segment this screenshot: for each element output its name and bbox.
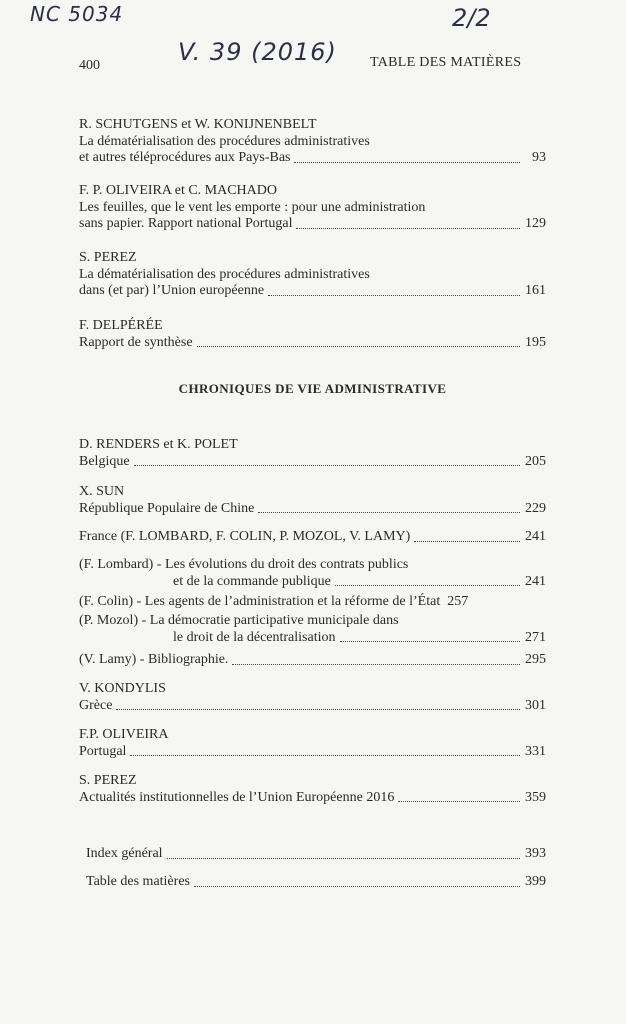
entry-title-last: Table des matières <box>86 874 190 889</box>
toc-entry-france <box>79 529 546 546</box>
entry-page: 271 <box>525 629 546 645</box>
dot-leader <box>116 709 520 710</box>
entry-page: 331 <box>525 743 546 759</box>
entry-title-line: La dématérialisation des procédures administratives <box>79 133 370 149</box>
toc-entry-fp-oliveira <box>79 727 546 760</box>
entry-page: 399 <box>525 874 546 889</box>
entry-page: 393 <box>525 846 546 861</box>
entry-page: 241 <box>525 573 546 589</box>
dot-leader <box>335 585 520 586</box>
entry-author: F. DELPÉRÉE <box>79 318 163 333</box>
entry-page: 129 <box>525 216 546 231</box>
entry-leader-line <box>79 744 546 761</box>
entry-page: 161 <box>525 283 546 298</box>
entry-title-last: Index général <box>86 846 163 861</box>
toc-entry-colin <box>79 594 546 611</box>
entry-leader-line <box>79 630 546 647</box>
toc-entry-table <box>86 874 546 891</box>
entry-leader-line <box>79 216 546 233</box>
entry-title-last: dans (et par) l’Union européenne <box>79 283 265 298</box>
dot-leader <box>268 295 520 296</box>
entry-title-last: Actualités institutionnelles de l’Union Européenne 2016 <box>79 789 395 805</box>
entry-page: 195 <box>525 334 546 350</box>
entry-leader-line <box>79 790 546 807</box>
toc-entry-mozol <box>79 613 546 646</box>
entry-author: F.P. OLIVEIRA <box>79 727 169 742</box>
entry-title-last: Belgique <box>79 453 130 469</box>
toc-entry-lombard <box>79 557 546 590</box>
dot-leader <box>398 801 520 802</box>
entry-title-last: et autres téléprocédures aux Pays-Bas <box>79 150 291 165</box>
page-number: 400 <box>79 58 100 73</box>
toc-entry-perez <box>79 250 546 300</box>
toc-entry-renders <box>79 437 546 470</box>
entry-leader-line <box>79 529 546 546</box>
dot-leader <box>197 346 520 347</box>
toc-entry-kondylis <box>79 681 546 714</box>
entry-page: 359 <box>525 789 546 805</box>
entry-page: 93 <box>532 150 546 165</box>
entry-author: D. RENDERS et K. POLET <box>79 437 238 452</box>
entry-leader-line <box>79 574 546 591</box>
entry-page: 205 <box>525 453 546 469</box>
dot-leader <box>340 641 521 642</box>
entry-title-last: Portugal <box>79 743 127 759</box>
entry-title-last: (V. Lamy) - Bibliographie. <box>79 652 229 667</box>
entry-author: X. SUN <box>79 484 125 499</box>
entry-leader-line <box>79 454 546 471</box>
entry-title-last: France (F. LOMBARD, F. COLIN, P. MOZOL, V. LAMY) <box>79 529 411 544</box>
entry-leader-line <box>79 283 546 300</box>
toc-entry-index <box>86 846 546 863</box>
dot-leader <box>194 886 520 887</box>
entry-page: 295 <box>525 652 546 667</box>
entry-leader-line <box>79 501 546 518</box>
entry-title-line: La dématérialisation des procédures administratives <box>79 266 370 282</box>
toc-entry-sun <box>79 484 546 517</box>
toc-entry-s-perez <box>79 773 546 806</box>
entry-author: S. PEREZ <box>79 773 137 788</box>
dot-leader <box>134 465 520 466</box>
entry-leader-line <box>79 335 546 352</box>
entry-page: 301 <box>525 697 546 713</box>
dot-leader <box>296 228 520 229</box>
entry-page: 257 <box>447 594 469 609</box>
entry-title-last: le droit de la décentralisation <box>173 629 336 645</box>
entry-leader-line <box>79 594 546 611</box>
entry-page: 229 <box>525 500 546 516</box>
handwritten-reference: NC 5034 <box>30 2 124 26</box>
entry-title-last: République Populaire de Chine <box>79 500 255 516</box>
entry-author: R. SCHUTGENS et W. KONIJNENBELT <box>79 117 317 132</box>
entry-title-last: (F. Colin) - Les agents de l’administration et la réforme de l’État <box>79 594 441 609</box>
entry-title-line: (F. Lombard) - Les évolutions du droit des contrats publics <box>79 557 409 572</box>
entry-author: V. KONDYLIS <box>79 681 166 696</box>
entry-title-last: sans papier. Rapport national Portugal <box>79 216 293 231</box>
toc-entry-delperee <box>79 318 546 351</box>
handwritten-volume: V. 39 (2016) <box>178 38 337 66</box>
dot-leader <box>232 664 520 665</box>
dot-leader <box>130 755 520 756</box>
entry-title-last: et de la commande publique <box>173 573 331 589</box>
running-header-title: TABLE DES MATIÈRES <box>370 55 522 70</box>
entry-leader-line <box>79 652 546 669</box>
entry-leader-line <box>79 698 546 715</box>
entry-leader-line <box>86 874 546 891</box>
section-heading: CHRONIQUES DE VIE ADMINISTRATIVE <box>178 381 447 396</box>
entry-page: 241 <box>525 529 546 544</box>
toc-entry-lamy <box>79 652 546 669</box>
entry-author: S. PEREZ <box>79 250 137 265</box>
entry-title-line: Les feuilles, que le vent les emporte : pour une administration <box>79 199 426 215</box>
dot-leader <box>294 162 520 163</box>
entry-title-last: Rapport de synthèse <box>79 334 193 350</box>
dot-leader <box>167 858 520 859</box>
entry-leader-line <box>86 846 546 863</box>
toc-entry-schutgens <box>79 117 546 167</box>
entry-author: F. P. OLIVEIRA et C. MACHADO <box>79 183 278 198</box>
entry-leader-line <box>79 150 546 167</box>
entry-title-last: Grèce <box>79 697 113 713</box>
dot-leader <box>258 512 520 513</box>
toc-entry-oliveira-machado <box>79 183 546 233</box>
entry-title-line: (P. Mozol) - La démocratie participative municipale dans <box>79 613 399 628</box>
dot-leader <box>414 541 520 542</box>
handwritten-number: 2/2 <box>452 4 491 32</box>
